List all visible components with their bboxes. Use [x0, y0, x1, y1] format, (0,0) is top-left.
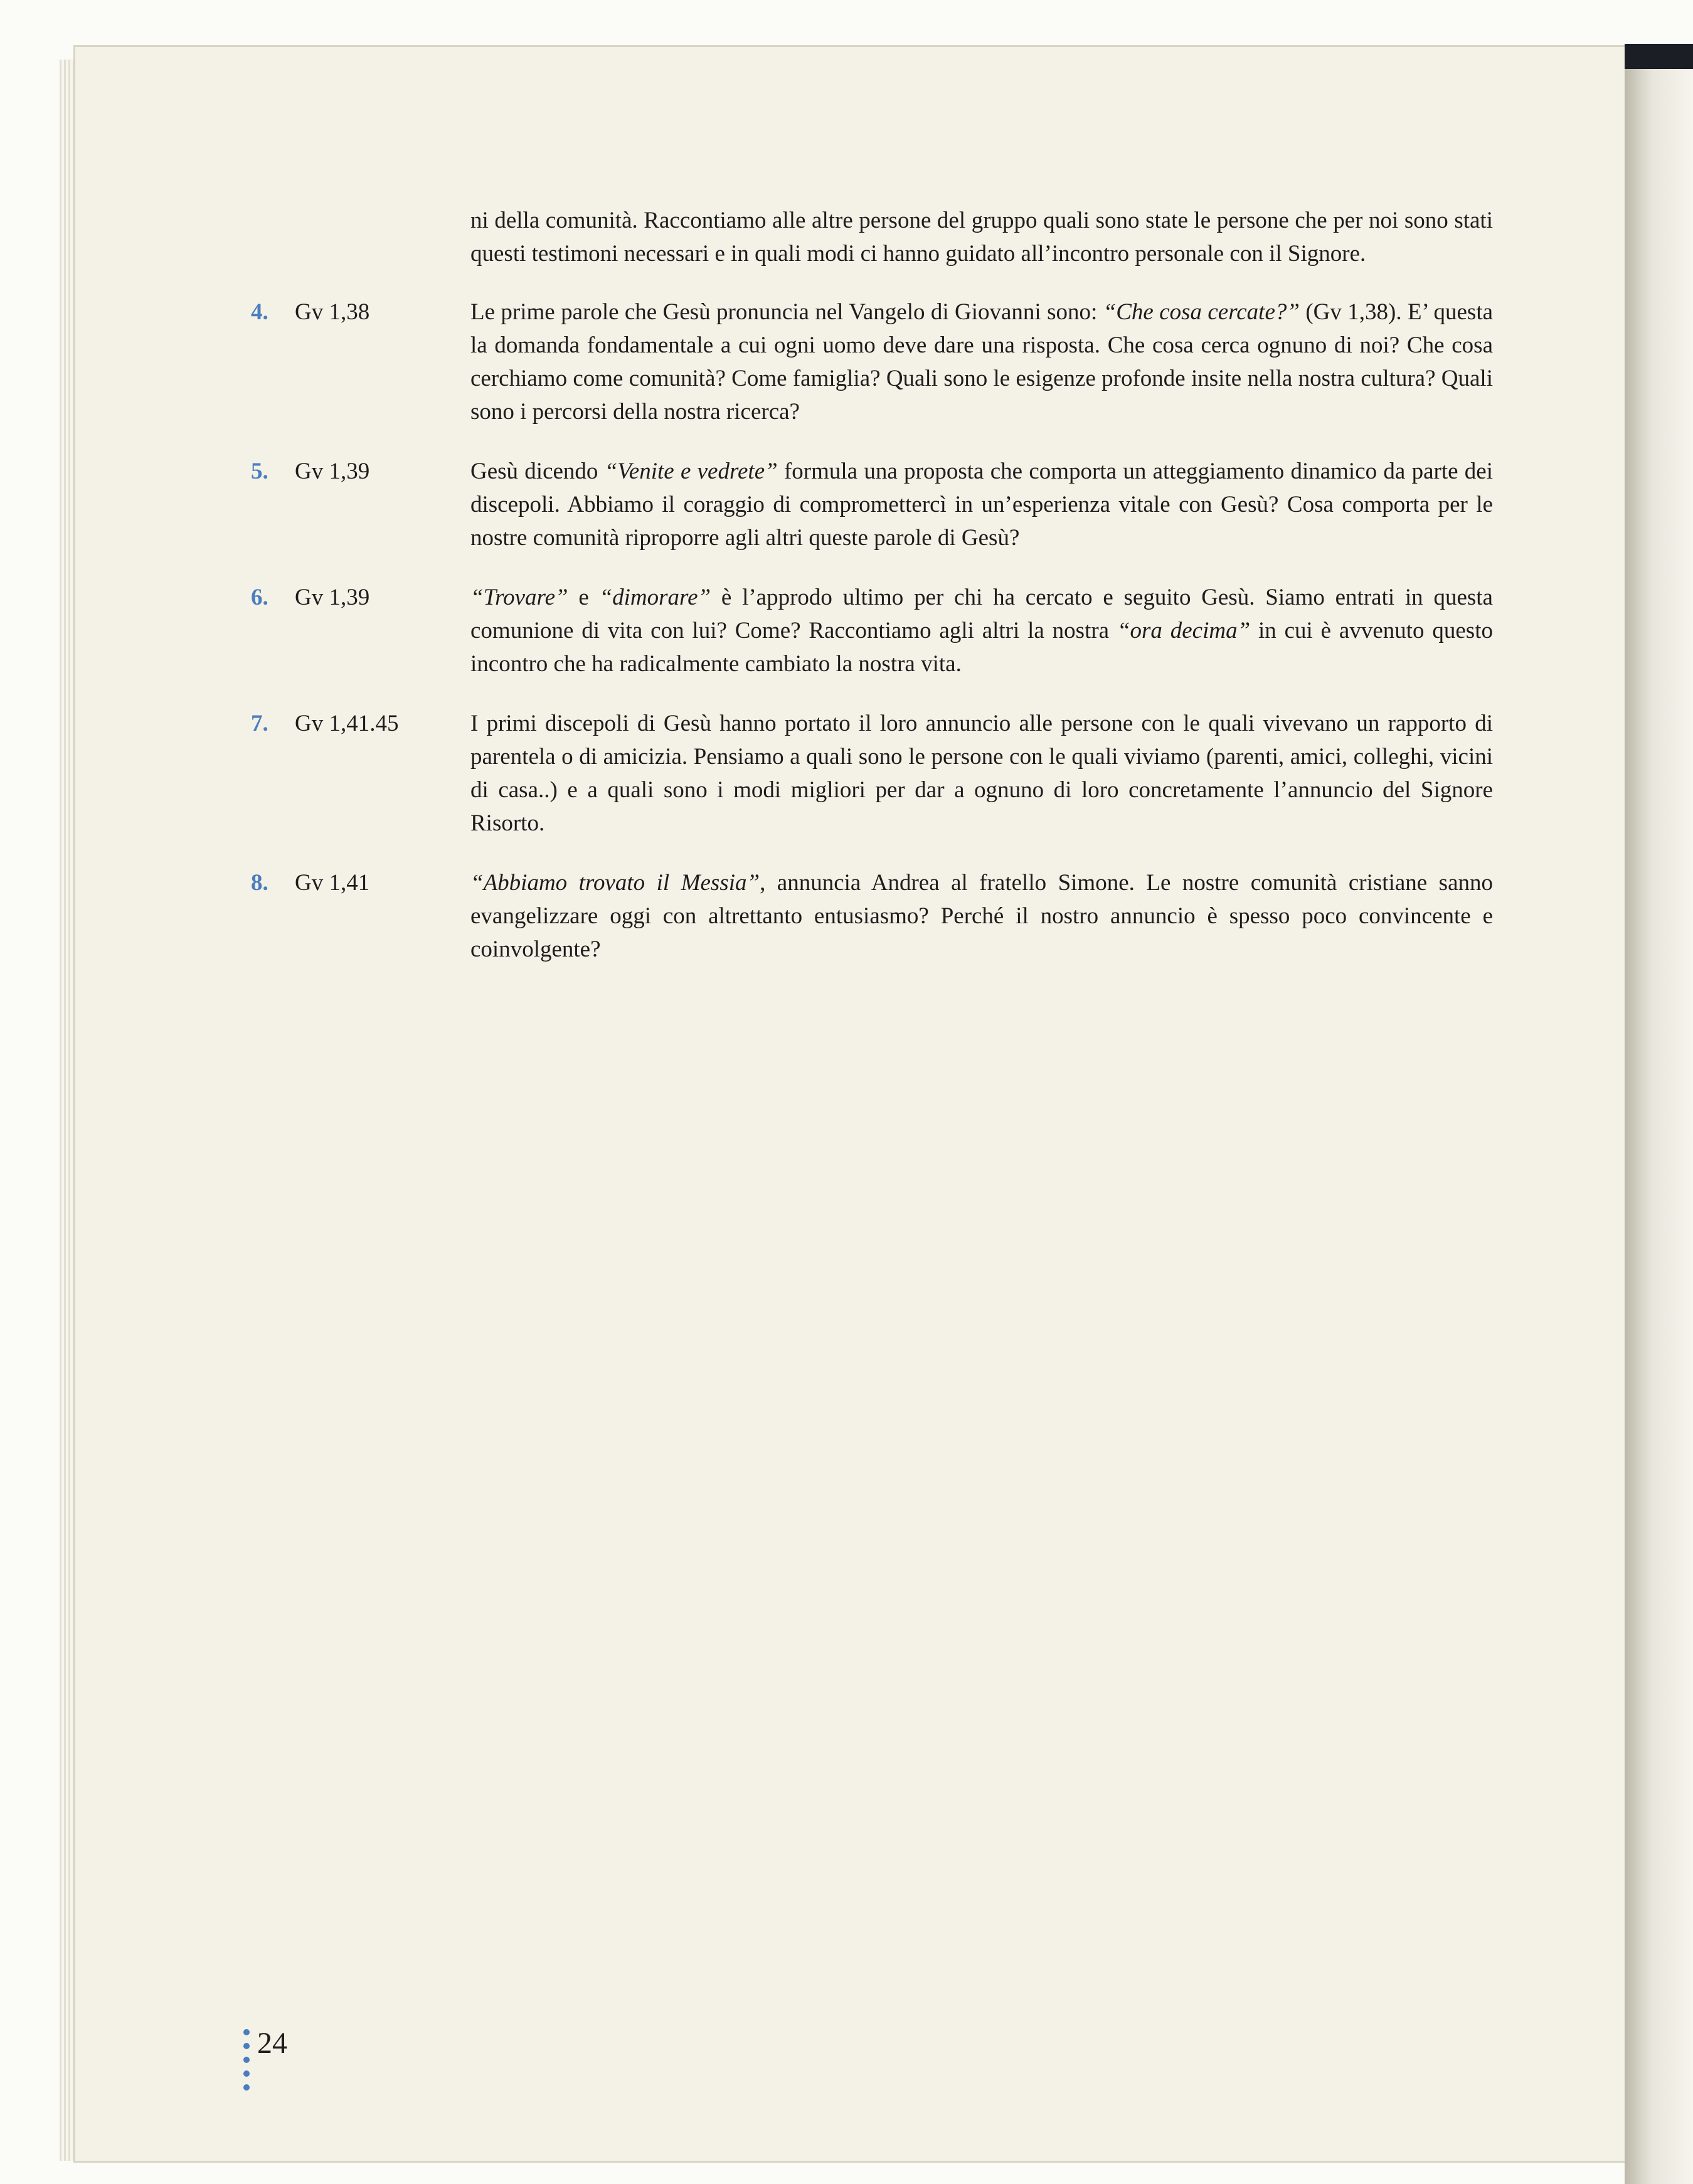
- item-number: 8.: [251, 870, 268, 896]
- question-item-4: [251, 295, 1493, 428]
- question-item-6: [251, 581, 1493, 681]
- item-text: “Abbiamo trovato il Messia”, annuncia Andrea al fratello Simone. Le nostre comunità cristiane sanno evangelizzare oggi con altrettanto entusiasmo? Perché il nostro annuncio è spesso poco convincente e coinvolgente?: [470, 870, 1493, 962]
- item-text: Gesù dicendo “Venite e vedrete” formula una proposta che comporta un atteggiamento dinamico da parte dei discepoli. Abbiamo il coraggio di compromettercì in un’esperienza vitale con Gesù? Cosa comporta per le nostre comunità riproporre agli altri queste parole di Gesù?: [470, 459, 1493, 551]
- dot: [243, 2084, 250, 2091]
- facing-page-edge: [1625, 47, 1693, 2184]
- item-text: Le prime parole che Gesù pronuncia nel Vangelo di Giovanni sono: “Che cosa cercate?” (Gv 1,38). E’ questa la domanda fondamentale a cui ogni uomo deve dare una risposta. Che cosa cerca ognuno di noi? Che cosa cerchiamo come comunità? Come famiglia? Quali sono le esigenze profonde insite nella nostra cultura? Quali sono i percorsi della nostra ricerca?: [470, 299, 1494, 425]
- question-item-8: [251, 866, 1493, 966]
- item-text: “Trovare” e “dimorare” è l’approdo ultimo per chi ha cercato e seguito Gesù. Siamo entrati in questa comunione di vita con lui? Come? Raccontiamo agli altri la nostra “ora decima” in cui è avvenuto questo incontro che ha radicalmente cambiato la nostra vita.: [470, 585, 1493, 677]
- item-number: 6.: [251, 585, 268, 610]
- item-number: 7.: [251, 711, 268, 736]
- bible-reference: Gv 1,41: [295, 870, 370, 896]
- bible-reference: Gv 1,39: [295, 585, 370, 610]
- item-number: 5.: [251, 459, 268, 484]
- item-text: I primi discepoli di Gesù hanno portato il loro annuncio alle persone con le quali vivevano un rapporto di parentela o di amicizia. Pensiamo a quali sono le persone con le quali viviamo (parenti, amici, colleghi, vicini di casa..) e a quali sono i modi migliori per dar a ognuno di loro concretamente l’annuncio del Signore Risorto.: [470, 711, 1493, 836]
- bible-reference: Gv 1,41.45: [295, 711, 399, 736]
- question-item-5: [251, 455, 1493, 554]
- dot: [243, 2043, 250, 2049]
- dot: [243, 2057, 250, 2063]
- bible-reference: Gv 1,39: [295, 459, 370, 484]
- page-number-dots: [243, 2029, 251, 2098]
- scanner-border: [1625, 44, 1693, 69]
- item-number: 4.: [251, 299, 268, 325]
- bible-reference: Gv 1,38: [295, 299, 370, 325]
- dot: [243, 2070, 250, 2077]
- question-item-7: [251, 707, 1493, 840]
- page-number: 24: [257, 2027, 287, 2060]
- intro-paragraph: ni della comunità. Raccontiamo alle altre persone del gruppo quali sono state le persone che per noi sono stati questi testimoni necessari e in quali modi ci hanno guidato all’incontro personale con il Signore.: [470, 208, 1493, 267]
- page-content: [251, 204, 1493, 992]
- dot: [243, 2029, 250, 2035]
